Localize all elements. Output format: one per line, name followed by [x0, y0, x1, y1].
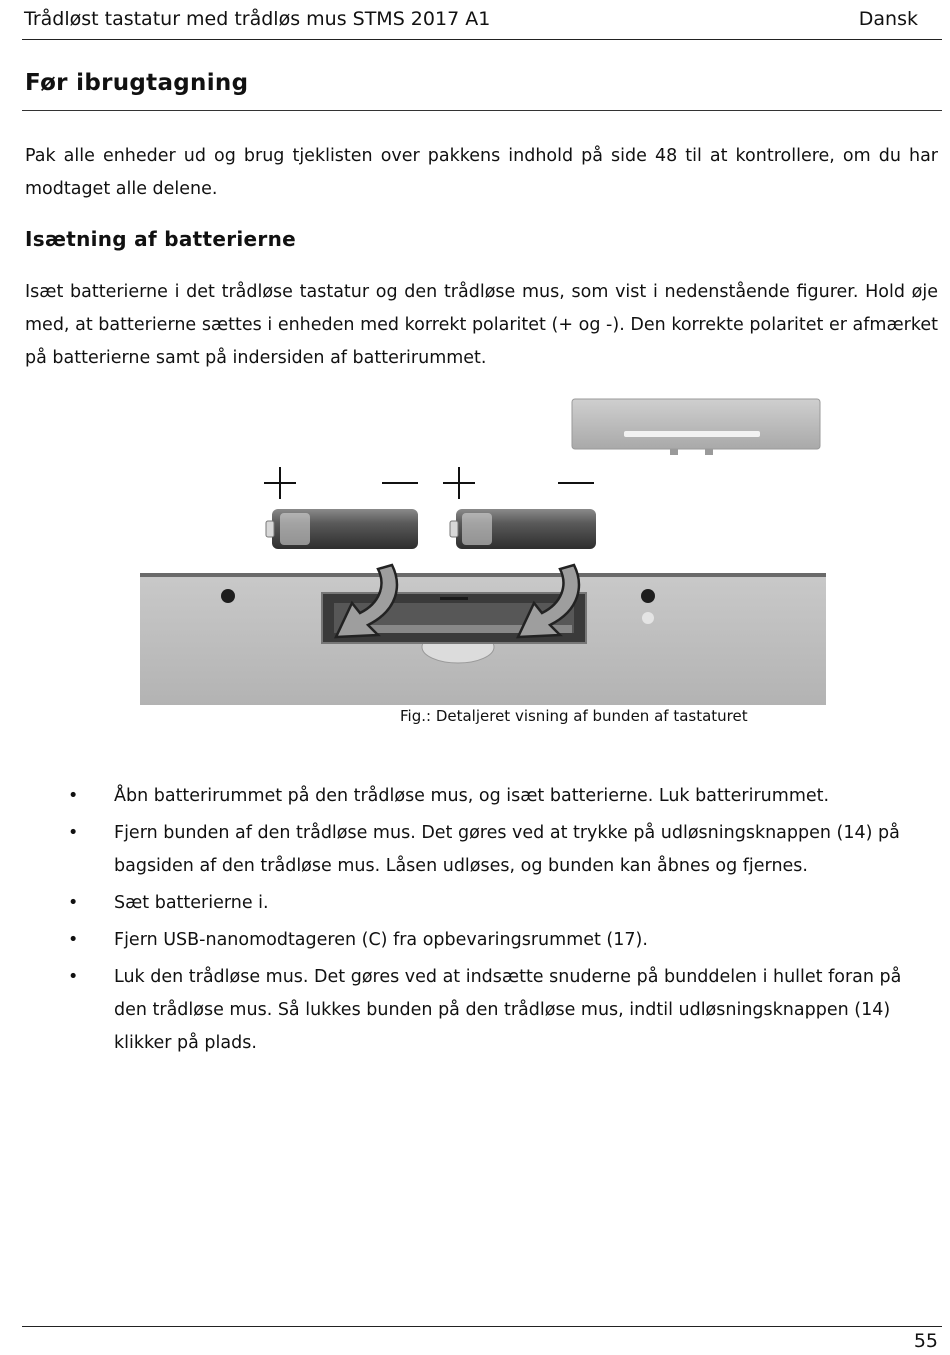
bullet-marker: • [68, 930, 79, 950]
list-item [0, 924, 950, 957]
figure-caption: Fig.: Detaljeret visning af bunden af tastaturet [400, 707, 748, 725]
battery-left [266, 509, 418, 549]
instruction-list [0, 780, 950, 1064]
bullet-marker: • [68, 893, 79, 913]
list-item [0, 961, 950, 1060]
list-item-text: Fjern bunden af den trådløse mus. Det gøres ved at trykke på udløsningsknappen (14) på bagsiden af den trådløse mus. Låsen udløses, og bunden kan åbnes og fjernes. [114, 823, 900, 876]
list-item [0, 780, 950, 813]
section-heading: Før ibrugtagning [25, 70, 249, 96]
bullet-marker: • [68, 823, 79, 843]
keyboard-bottom-figure [140, 385, 826, 705]
polarity-symbols [264, 467, 594, 499]
battery-paragraph: Isæt batterierne i det trådløse tastatur og den trådløse mus, som vist i nedenstående figurer. Hold øje med, at batterierne sættes i enheden med korrekt polaritet (+ og -). Den korrekte polaritet er afmærket på batterierne samt på indersiden af batterirummet. [25, 282, 938, 368]
page-number: 55 [913, 1330, 938, 1352]
list-item-text: Luk den trådløse mus. Det gøres ved at indsætte snuderne på bunddelen i hullet foran på den trådløse mus. Så lukkes bunden på den trådløse mus, indtil udløsningsknappen (14) klikker på plads. [114, 967, 902, 1053]
list-item-text: Fjern USB-nanomodtageren (C) fra opbevaringsrummet (17). [114, 930, 648, 950]
list-item [0, 817, 950, 883]
language-label: Dansk [858, 8, 918, 30]
list-item-text: Åbn batterirummet på den trådløse mus, og isæt batterierne. Luk batterirummet. [114, 786, 830, 806]
intro-paragraph: Pak alle enheder ud og brug tjeklisten over pakkens indhold på side 48 til at kontrollere, om du har modtaget alle delene. [25, 146, 938, 199]
bullet-marker: • [68, 786, 79, 806]
list-item [0, 887, 950, 920]
document-title: Trådløst tastatur med trådløs mus STMS 2017 A1 [24, 8, 491, 30]
bullet-marker: • [68, 967, 79, 987]
subsection-heading: Isætning af batterierne [25, 227, 296, 251]
footer-divider [22, 1326, 942, 1327]
page-header [22, 6, 942, 40]
section-divider [22, 110, 942, 111]
battery-right [450, 509, 596, 549]
battery-lid [572, 399, 820, 455]
keyboard-battery-illustration [140, 385, 826, 705]
list-item-text: Sæt batterierne i. [114, 893, 269, 913]
